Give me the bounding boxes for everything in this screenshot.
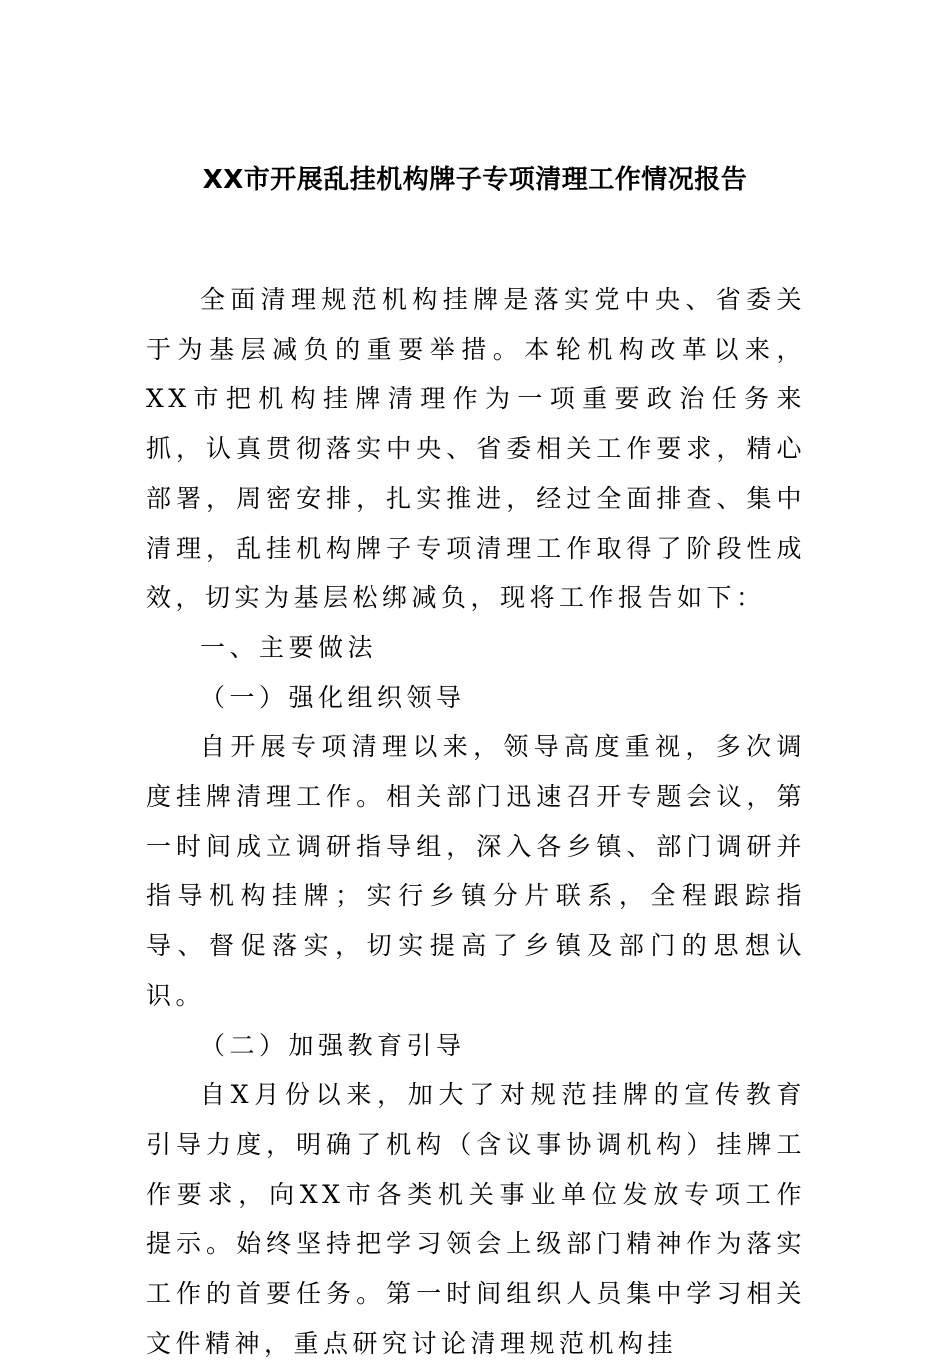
- section-heading-main-practices: 一、主要做法: [200, 632, 378, 662]
- subsection-heading-organization: （一）强化组织领导: [200, 682, 466, 712]
- document-title: XX市开展乱挂机构牌子专项清理工作情况报告: [202, 165, 748, 195]
- document-body: [146, 275, 806, 1368]
- education-paragraph: 自X月份以来，加大了对规范挂牌的宣传教育引导力度，明确了机构（含议事协调机构）挂牌工作要求，向XX市各类机关事业单位发放专项工作提示。始终坚持把学习领会上级部门精神作为落实工作的首要任务。第一时间组织人员集中学习相关文件精神，重点研究讨论清理规范机构挂: [146, 1080, 806, 1358]
- intro-paragraph: 全面清理规范机构挂牌是落实党中央、省委关于为基层减负的重要举措。本轮机构改革以来，XX市把机构挂牌清理作为一项重要政治任务来抓，认真贯彻落实中央、省委相关工作要求，精心部署，周密安排，扎实推进，经过全面排查、集中清理，乱挂机构牌子专项清理工作取得了阶段性成效，切实为基层松绑减负，现将工作报告如下：: [146, 285, 806, 613]
- subsection-heading-education: （二）加强教育引导: [200, 1030, 466, 1060]
- organization-paragraph: 自开展专项清理以来，领导高度重视，多次调度挂牌清理工作。相关部门迅速召开专题会议，第一时间成立调研指导组，深入各乡镇、部门调研并指导机构挂牌；实行乡镇分片联系，全程跟踪指导、督促落实，切实提高了乡镇及部门的思想认识。: [146, 732, 806, 1010]
